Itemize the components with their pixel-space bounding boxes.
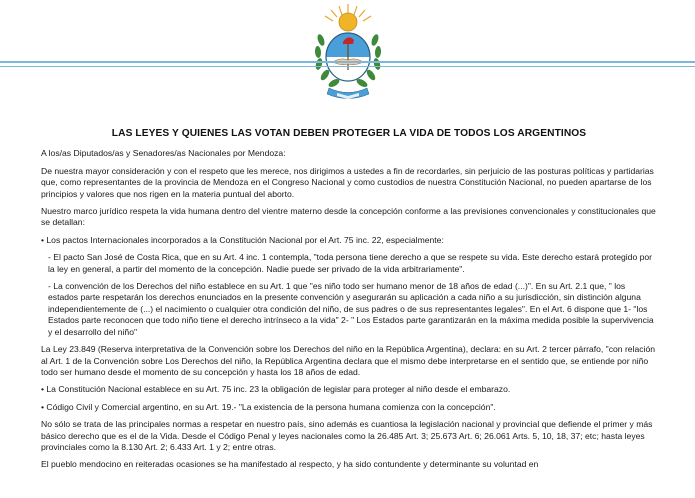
bullet-national-constitution: • La Constitución Nacional establece en su Art. 75 inc. 23 la obligación de legislar para proteger al niño desde el embarazo. [41,384,511,395]
paragraph-mendoza-people: El pueblo mendocino en reiteradas ocasiones se ha manifestado al respecto, y ha sido contundente y determinante su voluntad en [41,459,539,470]
paragraph-child-rights-convention: - La convención de los Derechos del niño establece en su Art. 1 que "es niño todo ser humano menor de 18 años de edad (...)". En su Art. 2.1 que, " los estados parte respetarán los derechos enunciados en la presente convención y asegurarán su aplicación a cada niño a su jurisdicción, sin distinción alguna independientemente de (...) el nacimiento o cualquier otra condición del niño, de sus padres o de sus representantes legales". En el Art. 6 dispone que 1- "los Estados parte reconocen que todo niño tiene el derecho intrínseco a la vida" 2- " Los Estados parte garantizarán en la máxima medida posible la supervivencia y el desarrollo del niño" [48,281,654,337]
header-rule-thin [0,66,695,67]
coat-of-arms-icon [311,2,385,106]
paragraph-legal-framework: Nuestro marco jurídico respeta la vida humana dentro del vientre materno desde la concepción conforme a las previsiones convencionales y constitucionales que se detallan: [41,206,656,228]
paragraph-law-23849: La Ley 23.849 (Reserva interpretativa de la Convención sobre los Derechos del niño en la República Argentina), declara: en su Art. 2 tercer párrafo, "con relación al Art. 1 de la Convención sobre Los Derechos del niño, la República Argentina declara que el mismo debe interpretarse en el sentido que, se entiende por niño todo ser humano desde el momento de su concepción y hasta los 18 años de edad. [41,344,656,377]
document-title: LAS LEYES Y QUIENES LAS VOTAN DEBEN PROTEGER LA VIDA DE TODOS LOS ARGENTINOS [111,128,587,139]
bullet-international-pacts: • Los pactos Internacionales incorporados a la Constitución Nacional por el Art. 75 inc. 22, especialmente: [41,234,444,245]
paragraph-other-legislation: No sólo se trata de las principales normas a respetar en nuestro país, sino además es cuantiosa la legislación nacional y provincial que defiende el primer y más básico derecho que es el de la Vida. Desde el Código Penal y leyes nacionales como la 26.485 Art. 3; 25.673 Art. 6; 26.061 Arts. 5, 10, 18, 37; etc; hasta leyes provinciales como la 8.130 Art. 2; 6.433 Art. 1 y 2; entre otras. [41,419,653,452]
bullet-civil-code: • Código Civil y Comercial argentino, en su Art. 19.- "La existencia de la persona humana comienza con la concepción". [41,401,496,412]
sun [339,13,357,31]
salutation: A los/as Diputados/as y Senadores/as Nacionales por Mendoza: [41,148,286,159]
paragraph-pacto-san-jose: - El pacto San José de Costa Rica, que en su Art. 4 inc. 1 contempla, "toda persona tiene derecho a que se respete su vida. Este derecho estará protegido por la ley en general, a partir del momento de la concepción. Nadie puede ser privado de la vida arbitrariamente". [48,252,653,274]
document-body [41,128,657,477]
paragraph-intro: De nuestra mayor consideración y con el respeto que les merece, nos dirigimos a ustedes a fin de recordarles, sin perjuicio de las posturas políticas y partidarias que, como representantes de la provincia de Mendoza en el Congreso Nacional y como custodios de nuestra Constitución Nacional, no pueden apartarse de los principios y valores que nos rigen en la materia puntual del aborto. [41,165,654,199]
header-rule [0,61,695,63]
